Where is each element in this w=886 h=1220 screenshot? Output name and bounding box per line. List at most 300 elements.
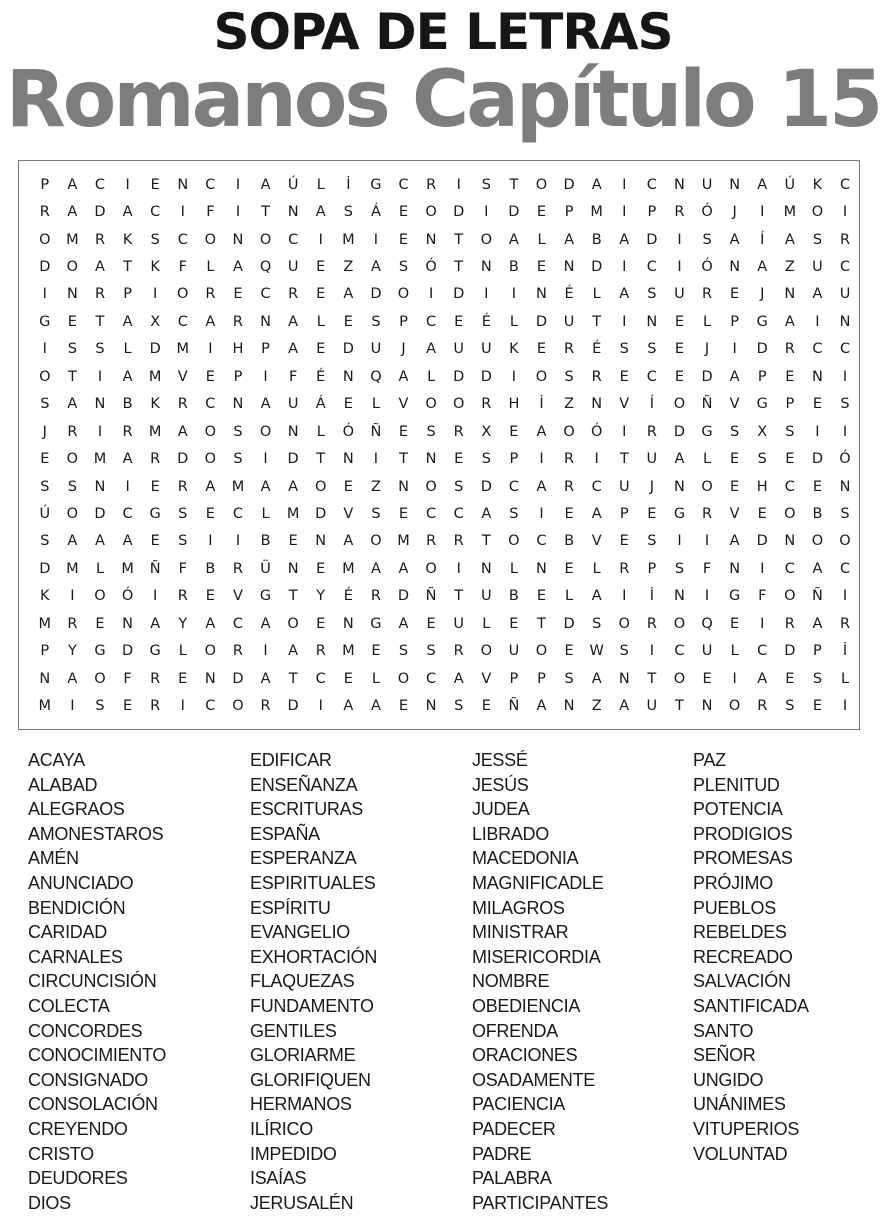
grid-letter: E bbox=[426, 615, 436, 632]
grid-letter: A bbox=[232, 259, 243, 276]
grid-letter: D bbox=[397, 588, 410, 605]
grid-letter: A bbox=[757, 176, 768, 193]
grid-letter: A bbox=[398, 560, 409, 577]
word-item: CREYENDO bbox=[28, 1118, 128, 1139]
grid-letter: D bbox=[535, 313, 548, 330]
grid-letter: E bbox=[757, 505, 767, 522]
grid-letter: C bbox=[426, 505, 437, 522]
grid-letter: O bbox=[811, 204, 824, 221]
grid-letter: R bbox=[757, 698, 768, 715]
word-item: MINISTRAR bbox=[472, 922, 569, 943]
grid-letter: C bbox=[646, 176, 657, 193]
grid-letter: O bbox=[39, 368, 51, 385]
grid-letter: N bbox=[729, 259, 741, 276]
grid-letter: P bbox=[40, 176, 50, 193]
grid-letter: R bbox=[150, 451, 161, 468]
grid-letter: O bbox=[811, 533, 824, 550]
grid-letter: O bbox=[701, 478, 713, 495]
grid-letter: M bbox=[66, 560, 79, 577]
grid-letter: N bbox=[784, 533, 796, 550]
grid-letter: I bbox=[842, 368, 848, 385]
word-item: PUEBLOS bbox=[693, 897, 776, 918]
grid-letter: A bbox=[150, 615, 161, 632]
grid-letter: S bbox=[40, 478, 50, 495]
grid-letter: Ó bbox=[342, 423, 355, 440]
grid-letter: E bbox=[398, 505, 409, 522]
grid-letter: V bbox=[481, 670, 492, 687]
grid-letter: Ü bbox=[260, 560, 271, 577]
grid-letter: F bbox=[288, 368, 298, 385]
grid-letter: C bbox=[205, 396, 216, 413]
grid-letter: R bbox=[67, 423, 78, 440]
grid-letter: E bbox=[343, 313, 353, 330]
grid-letter: Ñ bbox=[425, 588, 437, 605]
grid-letter: E bbox=[398, 423, 409, 440]
grid-row bbox=[31, 665, 859, 692]
grid-letter: R bbox=[564, 341, 575, 358]
word-item: GLORIARME bbox=[250, 1045, 356, 1066]
grid-letter: L bbox=[206, 259, 215, 276]
grid-letter: A bbox=[784, 313, 795, 330]
grid-letter: R bbox=[646, 423, 657, 440]
grid-letter: O bbox=[425, 396, 437, 413]
grid-letter: D bbox=[480, 478, 492, 495]
word-item: REBELDES bbox=[693, 922, 787, 943]
grid-letter: A bbox=[426, 341, 437, 358]
grid-letter: I bbox=[511, 368, 517, 385]
grid-letter: E bbox=[536, 341, 547, 358]
grid-letter: G bbox=[259, 588, 272, 605]
grid-letter: S bbox=[343, 204, 353, 221]
grid-letter: L bbox=[427, 368, 436, 385]
grid-letter: E bbox=[730, 286, 740, 303]
grid-letter: O bbox=[204, 451, 217, 468]
grid-letter: C bbox=[674, 643, 685, 660]
grid-letter: K bbox=[40, 588, 50, 605]
grid-letter: M bbox=[590, 204, 603, 221]
grid-letter: P bbox=[40, 643, 50, 660]
grid-letter: I bbox=[42, 286, 47, 303]
grid-letter: D bbox=[315, 505, 327, 522]
grid-letter: Z bbox=[591, 698, 602, 715]
grid-letter: I bbox=[180, 204, 185, 221]
grid-letter: I bbox=[511, 286, 517, 303]
grid-letter: A bbox=[205, 478, 216, 495]
grid-letter: N bbox=[287, 423, 299, 440]
word-item: PLENITUD bbox=[693, 774, 780, 795]
grid-letter: O bbox=[177, 286, 189, 303]
grid-letter: T bbox=[454, 259, 464, 276]
grid-letter: C bbox=[232, 505, 244, 522]
grid-letter: E bbox=[343, 670, 353, 687]
grid-letter: S bbox=[398, 643, 409, 660]
grid-letter: C bbox=[646, 368, 657, 385]
grid-letter: S bbox=[509, 505, 519, 522]
grid-row bbox=[31, 281, 859, 308]
grid-letter: A bbox=[508, 231, 519, 248]
grid-letter: Q bbox=[370, 368, 382, 385]
grid-letter: S bbox=[674, 560, 685, 577]
grid-letter: A bbox=[260, 670, 271, 687]
grid-letter: A bbox=[729, 231, 740, 248]
grid-letter: D bbox=[370, 286, 382, 303]
grid-letter: S bbox=[592, 615, 602, 632]
word-item: ENSEÑANZA bbox=[250, 774, 358, 795]
grid-letter: L bbox=[537, 231, 546, 248]
grid-letter: D bbox=[756, 533, 768, 550]
grid-letter: A bbox=[398, 368, 409, 385]
grid-letter: U bbox=[287, 259, 299, 276]
grid-letter: N bbox=[39, 670, 51, 687]
grid-letter: M bbox=[342, 560, 355, 577]
grid-letter: A bbox=[536, 698, 547, 715]
grid-letter: R bbox=[564, 478, 575, 495]
grid-letter: Y bbox=[316, 588, 326, 605]
grid-letter: L bbox=[371, 396, 380, 413]
grid-letter: A bbox=[591, 588, 602, 605]
grid-letter: İ bbox=[539, 396, 544, 413]
grid-letter: S bbox=[647, 341, 657, 358]
grid-letter: R bbox=[674, 204, 685, 221]
grid-row bbox=[31, 610, 859, 637]
grid-letter: E bbox=[564, 560, 574, 577]
word-item: SALVACIÓN bbox=[693, 971, 791, 992]
grid-letter: C bbox=[94, 176, 106, 193]
grid-letter: Ó bbox=[121, 588, 134, 605]
grid-letter: Z bbox=[343, 259, 354, 276]
grid-letter: R bbox=[232, 313, 243, 330]
grid-letter: O bbox=[728, 698, 741, 715]
grid-letter: A bbox=[591, 670, 602, 687]
grid-letter: T bbox=[675, 698, 684, 715]
grid-letter: Ó bbox=[701, 259, 713, 276]
grid-letter: A bbox=[260, 615, 271, 632]
grid-letter: I bbox=[484, 286, 489, 303]
grid-letter: C bbox=[784, 560, 795, 577]
grid-letter: O bbox=[66, 505, 79, 522]
grid-letter: M bbox=[176, 341, 190, 358]
grid-letter: É bbox=[564, 286, 574, 303]
grid-letter: P bbox=[537, 670, 546, 687]
grid-letter: C bbox=[536, 533, 547, 550]
grid-letter: I bbox=[815, 423, 820, 440]
grid-letter: E bbox=[316, 615, 326, 632]
word-column bbox=[693, 748, 809, 1166]
grid-letter: Á bbox=[315, 396, 326, 413]
grid-letter: O bbox=[259, 231, 272, 248]
grid-letter: S bbox=[371, 505, 381, 522]
grid-letter: O bbox=[535, 643, 548, 660]
grid-letter: B bbox=[260, 533, 271, 550]
grid-letter: I bbox=[677, 533, 682, 550]
word-item: DEUDORES bbox=[28, 1168, 128, 1189]
grid-letter: C bbox=[150, 204, 161, 221]
grid-letter: B bbox=[508, 259, 519, 276]
grid-letter: D bbox=[480, 368, 492, 385]
grid-letter: A bbox=[370, 560, 381, 577]
grid-letter: M bbox=[783, 204, 797, 221]
grid-letter: O bbox=[784, 505, 796, 522]
grid-letter: S bbox=[785, 698, 795, 715]
grid-letter: E bbox=[288, 533, 298, 550]
grid-letter: A bbox=[315, 204, 326, 221]
word-item: ALABAD bbox=[28, 774, 98, 795]
grid-letter: R bbox=[150, 698, 161, 715]
grid-letter: Ú bbox=[287, 176, 299, 193]
grid-letter: E bbox=[785, 368, 795, 385]
grid-letter: S bbox=[812, 670, 823, 687]
grid-letter: S bbox=[67, 341, 77, 358]
grid-letter: İ bbox=[649, 588, 654, 605]
grid-letter: R bbox=[426, 176, 437, 193]
grid-letter: D bbox=[811, 451, 823, 468]
grid-letter: A bbox=[288, 478, 299, 495]
grid-letter: S bbox=[426, 423, 436, 440]
grid-letter: O bbox=[673, 396, 686, 413]
grid-letter: E bbox=[150, 478, 160, 495]
grid-letter: D bbox=[453, 204, 465, 221]
word-item: ACAYA bbox=[28, 750, 85, 770]
grid-letter: K bbox=[812, 176, 823, 193]
grid-letter: R bbox=[177, 396, 188, 413]
grid-letter: T bbox=[454, 588, 464, 605]
grid-letter: A bbox=[757, 259, 768, 276]
grid-letter: T bbox=[592, 313, 602, 330]
grid-letter: L bbox=[482, 615, 491, 632]
grid-letter: E bbox=[122, 698, 133, 715]
grid-letter: N bbox=[232, 396, 244, 413]
grid-letter: C bbox=[839, 259, 851, 276]
grid-letter: N bbox=[480, 560, 492, 577]
puzzle-subtitle: Romanos Capítulo 15 bbox=[5, 55, 881, 145]
grid-letter: I bbox=[70, 588, 75, 605]
word-item: PRÓJIMO bbox=[693, 872, 773, 893]
grid-letter: O bbox=[839, 533, 851, 550]
grid-letter: I bbox=[456, 560, 461, 577]
grid-letter: E bbox=[509, 615, 519, 632]
word-item: ESPAÑA bbox=[250, 823, 320, 844]
grid-letter: S bbox=[426, 643, 436, 660]
grid-letter: I bbox=[622, 259, 627, 276]
grid-letter: V bbox=[591, 533, 602, 550]
word-item: CONSIGNADO bbox=[28, 1069, 149, 1090]
grid-letter: N bbox=[204, 670, 216, 687]
grid-letter: H bbox=[756, 478, 768, 495]
word-column bbox=[250, 748, 377, 1215]
grid-letter: A bbox=[591, 176, 602, 193]
grid-letter: R bbox=[839, 231, 851, 248]
grid-letter: M bbox=[342, 231, 355, 248]
grid-letter: R bbox=[646, 615, 657, 632]
grid-letter: C bbox=[177, 313, 188, 330]
grid-letter: F bbox=[178, 259, 187, 276]
grid-letter: E bbox=[233, 286, 243, 303]
grid-letter: S bbox=[647, 286, 657, 303]
grid-letter: G bbox=[370, 176, 382, 193]
word-item: GENTILES bbox=[250, 1020, 337, 1041]
grid-letter: P bbox=[233, 368, 243, 385]
grid-letter: U bbox=[646, 698, 658, 715]
word-item: PADRE bbox=[472, 1143, 532, 1164]
word-item: PROMESAS bbox=[693, 848, 793, 869]
grid-letter: A bbox=[784, 231, 795, 248]
grid-letter: N bbox=[425, 698, 437, 715]
grid-letter: D bbox=[563, 176, 575, 193]
grid-letter: G bbox=[149, 643, 161, 660]
grid-letter: A bbox=[619, 698, 630, 715]
grid-letter: N bbox=[674, 176, 685, 193]
grid-letter: I bbox=[42, 341, 47, 358]
grid-letter: E bbox=[398, 698, 409, 715]
grid-letter: R bbox=[150, 670, 161, 687]
grid-letter: U bbox=[701, 176, 713, 193]
grid-letter: E bbox=[674, 368, 685, 385]
grid-letter: E bbox=[619, 533, 629, 550]
grid-letter: G bbox=[673, 505, 686, 522]
grid-letter: E bbox=[150, 533, 160, 550]
grid-letter: D bbox=[453, 286, 465, 303]
grid-letter: P bbox=[813, 643, 822, 660]
grid-letter: E bbox=[785, 670, 795, 687]
grid-letter: Ú bbox=[784, 176, 796, 193]
grid-letter: N bbox=[66, 286, 78, 303]
grid-letter: S bbox=[812, 231, 823, 248]
grid-letter: A bbox=[95, 259, 105, 276]
grid-letter: S bbox=[398, 259, 409, 276]
grid-letter: A bbox=[398, 615, 409, 632]
word-list bbox=[28, 748, 868, 1218]
grid-letter: A bbox=[95, 533, 105, 550]
grid-letter: U bbox=[563, 313, 575, 330]
grid-letter: A bbox=[122, 313, 133, 330]
word-item: PACIENCIA bbox=[472, 1094, 565, 1115]
grid-letter: E bbox=[371, 643, 381, 660]
grid-letter: O bbox=[397, 286, 410, 303]
word-item: MILAGROS bbox=[472, 897, 565, 918]
grid-letter: E bbox=[316, 560, 326, 577]
grid-letter: G bbox=[39, 313, 51, 330]
grid-letter: I bbox=[732, 670, 737, 687]
grid-letter: I bbox=[97, 368, 103, 385]
grid-letter: N bbox=[94, 478, 106, 495]
grid-letter: R bbox=[370, 588, 381, 605]
grid-letter: E bbox=[343, 478, 353, 495]
grid-letter: N bbox=[784, 286, 796, 303]
grid-letter: L bbox=[316, 423, 325, 440]
grid-letter: L bbox=[123, 341, 132, 358]
grid-letter: D bbox=[701, 368, 713, 385]
grid-letter: Z bbox=[784, 259, 795, 276]
grid-row bbox=[31, 528, 859, 555]
word-item: EXHORTACIÓN bbox=[250, 946, 378, 967]
grid-letter: I bbox=[97, 423, 103, 440]
word-item: FLAQUEZAS bbox=[250, 971, 355, 992]
grid-letter: B bbox=[508, 588, 519, 605]
grid-letter: R bbox=[481, 396, 492, 413]
word-item: SANTIFICADA bbox=[693, 995, 809, 1016]
grid-letter: U bbox=[480, 341, 492, 358]
grid-letter: N bbox=[342, 368, 354, 385]
grid-letter: C bbox=[315, 670, 326, 687]
grid-letter: U bbox=[508, 643, 520, 660]
grid-letter: J bbox=[704, 341, 710, 358]
grid-letter: N bbox=[425, 231, 437, 248]
word-item: CONCORDES bbox=[28, 1020, 143, 1041]
grid-letter: A bbox=[481, 505, 492, 522]
grid-letter: G bbox=[756, 313, 768, 330]
grid-letter: L bbox=[703, 313, 712, 330]
grid-letter: P bbox=[261, 341, 270, 358]
grid-letter: J bbox=[42, 423, 47, 440]
grid-letter: A bbox=[370, 259, 381, 276]
grid-letter: I bbox=[622, 313, 627, 330]
grid-letter: J bbox=[732, 204, 737, 221]
grid-letter: A bbox=[177, 423, 188, 440]
grid-letter: P bbox=[647, 560, 657, 577]
grid-letter: U bbox=[674, 286, 685, 303]
grid-letter: I bbox=[622, 204, 627, 221]
grid-letter: P bbox=[619, 505, 629, 522]
grid-letter: O bbox=[94, 588, 106, 605]
word-item: AMÉN bbox=[28, 848, 79, 869]
grid-letter: I bbox=[263, 451, 268, 468]
grid-letter: E bbox=[812, 698, 822, 715]
word-item: OSADAMENTE bbox=[472, 1069, 596, 1090]
grid-letter: N bbox=[563, 698, 575, 715]
grid-letter: O bbox=[66, 259, 79, 276]
grid-letter: I bbox=[318, 231, 323, 248]
grid-letter: R bbox=[702, 286, 713, 303]
grid-letter: C bbox=[839, 560, 851, 577]
word-item: OFRENDA bbox=[472, 1020, 558, 1041]
grid-letter: I bbox=[649, 643, 654, 660]
grid-letter: M bbox=[342, 643, 355, 660]
grid-letter: R bbox=[122, 423, 133, 440]
grid-letter: O bbox=[39, 231, 51, 248]
grid-letter: S bbox=[481, 451, 491, 468]
grid-letter: O bbox=[784, 588, 796, 605]
grid-letter: M bbox=[93, 451, 107, 468]
word-item: PRODIGIOS bbox=[693, 823, 793, 844]
grid-letter: G bbox=[701, 423, 713, 440]
grid-letter: A bbox=[591, 505, 602, 522]
grid-letter: N bbox=[260, 313, 271, 330]
grid-letter: O bbox=[287, 615, 299, 632]
grid-letter: I bbox=[263, 643, 268, 660]
grid-letter: P bbox=[647, 204, 657, 221]
grid-letter: E bbox=[730, 451, 740, 468]
grid-letter: O bbox=[204, 643, 217, 660]
grid-letter: S bbox=[178, 533, 188, 550]
grid-letter: C bbox=[260, 286, 271, 303]
grid-letter: C bbox=[784, 478, 795, 495]
grid-letter: D bbox=[756, 341, 768, 358]
grid-letter: E bbox=[150, 176, 160, 193]
grid-letter: I bbox=[125, 176, 130, 193]
grid-letter: O bbox=[535, 368, 548, 385]
grid-letter: I bbox=[622, 423, 627, 440]
grid-letter: S bbox=[454, 698, 464, 715]
letter-grid bbox=[31, 171, 859, 720]
grid-letter: U bbox=[701, 643, 713, 660]
word-item: GLORIFIQUEN bbox=[250, 1069, 371, 1090]
grid-letter: L bbox=[730, 643, 739, 660]
word-item: UNGIDO bbox=[693, 1069, 764, 1090]
grid-letter: C bbox=[591, 478, 602, 495]
grid-letter: É bbox=[316, 368, 326, 385]
grid-letter: H bbox=[508, 396, 520, 413]
word-item: PAZ bbox=[693, 750, 726, 770]
